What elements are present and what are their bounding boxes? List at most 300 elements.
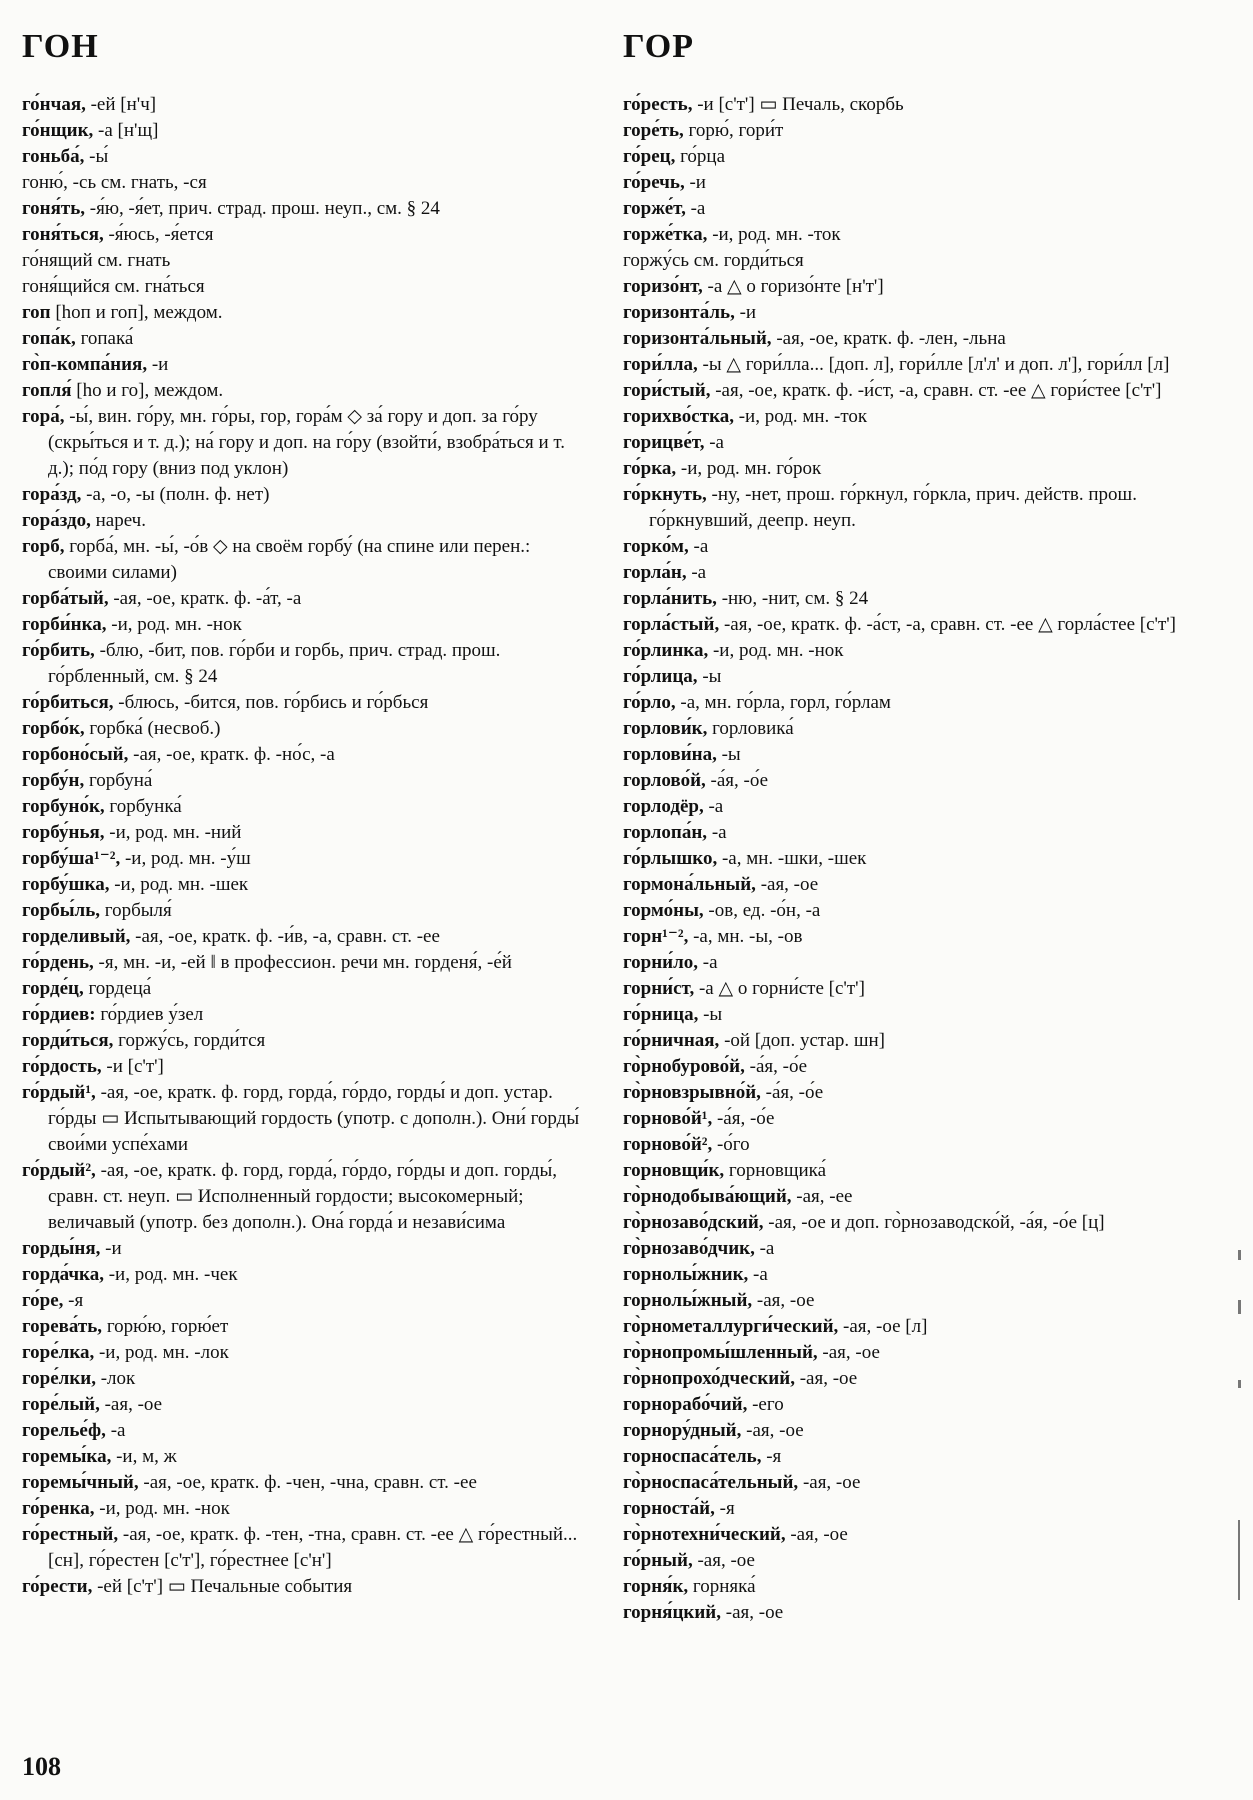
entry-forms: горю́ю, горю́ет xyxy=(102,1316,229,1337)
entry-forms: -и xyxy=(734,302,757,323)
entry-forms: го́нящий см. гнать xyxy=(22,250,171,271)
dictionary-entry xyxy=(623,534,1198,560)
entry-forms: -а xyxy=(685,198,706,219)
dictionary-entry xyxy=(22,1470,590,1496)
left-column xyxy=(22,92,590,1600)
entry-forms: -ая, -ое xyxy=(752,1290,815,1311)
entry-headword: го́нщик, xyxy=(22,120,94,141)
entry-headword: гопа́к, xyxy=(22,328,76,349)
dictionary-entry xyxy=(623,638,1198,664)
entry-headword: горнорабо́чий, xyxy=(623,1394,748,1415)
entry-forms: -и, род. мн. -нок xyxy=(708,640,844,661)
dictionary-entry xyxy=(623,456,1198,482)
entry-headword: го́рлинка, xyxy=(623,640,709,661)
dictionary-entry xyxy=(623,378,1198,404)
entry-headword: го́рница, xyxy=(623,1004,699,1025)
entry-forms: -я, мн. -и, -ей ‖ в профессион. речи мн. горденя́, -е́й xyxy=(93,952,512,973)
entry-forms: -а́я, -о́е xyxy=(712,1108,775,1129)
entry-forms: -ая, -ое xyxy=(798,1472,861,1493)
entry-forms: -и, род. мн. -ний xyxy=(104,822,242,843)
scan-edge-mark xyxy=(1238,1300,1241,1314)
entry-headword: горбы́ль, xyxy=(22,900,101,921)
entry-headword: горни́ст, xyxy=(623,978,695,999)
entry-headword: горже́т, xyxy=(623,198,686,219)
entry-headword: горизонта́ль, xyxy=(623,302,735,323)
dictionary-entry xyxy=(623,1002,1198,1028)
entry-forms: -и, род. мн. го́рок xyxy=(676,458,822,479)
dictionary-entry xyxy=(623,352,1198,378)
entry-headword: горева́ть, xyxy=(22,1316,103,1337)
dictionary-entry xyxy=(623,1132,1198,1158)
entry-headword: гоня́ться, xyxy=(22,224,104,245)
entry-headword: го́рдый², xyxy=(22,1160,96,1181)
entry-forms: горновщика́ xyxy=(724,1160,827,1181)
dictionary-entry xyxy=(623,1444,1198,1470)
entry-headword: го́рдый¹, xyxy=(22,1082,96,1103)
dictionary-entry xyxy=(623,1184,1198,1210)
entry-headword: го̀рнозаво́дский, xyxy=(623,1212,764,1233)
entry-headword: го̀рнопромы́шленный, xyxy=(623,1342,818,1363)
entry-headword: го́рбиться, xyxy=(22,692,114,713)
entry-forms: -блюсь, -бится, пов. го́рбись и го́рбься xyxy=(113,692,429,713)
dictionary-entry xyxy=(22,794,590,820)
entry-forms: -а xyxy=(707,822,727,843)
entry-headword: горемы́чный, xyxy=(22,1472,139,1493)
entry-forms: -и, род. мн. -лок xyxy=(94,1342,229,1363)
entry-headword: горда́чка, xyxy=(22,1264,104,1285)
dictionary-entry xyxy=(623,326,1198,352)
dictionary-entry xyxy=(22,1314,590,1340)
entry-forms: -а xyxy=(105,1420,126,1441)
dictionary-entry xyxy=(623,924,1198,950)
entry-headword: горни́ло, xyxy=(623,952,699,973)
entry-headword: горлодёр, xyxy=(623,796,704,817)
entry-forms: -а △ о горни́сте [с'т'] xyxy=(694,978,865,999)
dictionary-entry xyxy=(22,196,590,222)
dictionary-entry xyxy=(623,664,1198,690)
dictionary-entry xyxy=(623,976,1198,1002)
entry-headword: горня́цкий, xyxy=(623,1602,721,1623)
dictionary-entry xyxy=(22,222,590,248)
dictionary-entry xyxy=(623,1366,1198,1392)
entry-forms: -ов, ед. -о́н, -а xyxy=(703,900,821,921)
entry-forms: -а, мн. го́рла, горл, го́рлам xyxy=(675,692,891,713)
entry-forms: -и xyxy=(684,172,706,193)
dictionary-entry xyxy=(22,92,590,118)
dictionary-entry xyxy=(22,924,590,950)
entry-headword: гоп xyxy=(22,302,51,323)
entry-headword: горня́к, xyxy=(623,1576,689,1597)
dictionary-entry xyxy=(22,1366,590,1392)
entry-forms: -а, мн. -ы, -ов xyxy=(688,926,803,947)
entry-headword: го́рдиев: xyxy=(22,1004,96,1025)
entry-headword: горново́й¹, xyxy=(623,1108,713,1129)
entry-forms: -а́я, -о́е xyxy=(744,1056,808,1077)
entry-headword: гори́стый, xyxy=(623,380,711,401)
entry-headword: гора́, xyxy=(22,406,65,427)
entry-forms: -его xyxy=(747,1394,784,1415)
entry-headword: горб, xyxy=(22,536,65,557)
dictionary-entry xyxy=(22,976,590,1002)
entry-headword: горицве́т, xyxy=(623,432,705,453)
entry-forms: го́рца xyxy=(675,146,726,167)
entry-forms: горжу́сь см. горди́ться xyxy=(623,250,804,271)
entry-headword: го́рлышко, xyxy=(623,848,718,869)
entry-forms: -ая, -ое xyxy=(785,1524,848,1545)
right-column xyxy=(623,92,1198,1626)
entry-forms: -ая, -ое [л] xyxy=(838,1316,928,1337)
entry-forms: -и xyxy=(100,1238,122,1259)
dictionary-entry xyxy=(22,1158,590,1236)
entry-forms: -ая, -ое xyxy=(817,1342,880,1363)
entry-forms: -ей [н'ч] xyxy=(85,94,157,115)
dictionary-entry xyxy=(623,1106,1198,1132)
dictionary-entry xyxy=(22,820,590,846)
entry-forms: -ая, -ое xyxy=(692,1550,755,1571)
entry-headword: горе́лка, xyxy=(22,1342,95,1363)
dictionary-entry xyxy=(623,612,1198,638)
entry-forms: -я xyxy=(63,1290,84,1311)
entry-headword: го́рничная, xyxy=(623,1030,720,1051)
entry-headword: горлови́на, xyxy=(623,744,717,765)
dictionary-entry xyxy=(22,1522,590,1574)
dictionary-entry xyxy=(623,846,1198,872)
entry-forms: -и, род. мн. -у́ш xyxy=(120,848,251,869)
entry-headword: гора́зд, xyxy=(22,484,82,505)
dictionary-entry xyxy=(623,1340,1198,1366)
entry-headword: горде́ц, xyxy=(22,978,84,999)
dictionary-entry xyxy=(22,118,590,144)
dictionary-entry xyxy=(623,404,1198,430)
dictionary-entry xyxy=(22,482,590,508)
entry-headword: горе́лки, xyxy=(22,1368,96,1389)
entry-forms: -а xyxy=(688,536,709,557)
dictionary-entry xyxy=(22,1002,590,1028)
entry-headword: го́рло, xyxy=(623,692,676,713)
dictionary-entry xyxy=(623,1262,1198,1288)
entry-headword: горба́тый, xyxy=(22,588,109,609)
entry-forms: -ая, -ое, кратк. ф. -чен, -чна, сравн. ст. -ее xyxy=(138,1472,477,1493)
entry-headword: го̀рнометаллурги́ческий, xyxy=(623,1316,839,1337)
dictionary-entry xyxy=(22,1418,590,1444)
entry-headword: горды́ня, xyxy=(22,1238,101,1259)
dictionary-entry xyxy=(623,170,1198,196)
entry-forms: [hоп и гоп], междом. xyxy=(50,302,223,323)
dictionary-entry xyxy=(22,950,590,976)
dictionary-entry xyxy=(623,300,1198,326)
entry-forms: горбыля́ xyxy=(100,900,172,921)
dictionary-entry xyxy=(623,274,1198,300)
entry-forms: -ы △ гори́лла... [доп. л], гори́лле [л'л' и доп. л'], гори́лл [л] xyxy=(697,354,1170,375)
dictionary-entry xyxy=(623,1548,1198,1574)
dictionary-entry xyxy=(623,1210,1198,1236)
dictionary-entry xyxy=(623,950,1198,976)
entry-forms: горбка́ (несвоб.) xyxy=(84,718,221,739)
dictionary-entry xyxy=(623,118,1198,144)
entry-forms: -ы́ xyxy=(84,146,109,167)
dictionary-entry xyxy=(22,326,590,352)
dictionary-entry xyxy=(623,1392,1198,1418)
entry-headword: го̀рноспаса́тельный, xyxy=(623,1472,799,1493)
entry-headword: горже́тка, xyxy=(623,224,708,245)
entry-headword: горнолы́жник, xyxy=(623,1264,749,1285)
entry-headword: го̀рновзрывно́й, xyxy=(623,1082,761,1103)
dictionary-entry xyxy=(623,1470,1198,1496)
entry-headword: го́нчая, xyxy=(22,94,86,115)
dictionary-entry xyxy=(623,768,1198,794)
dictionary-entry xyxy=(22,404,590,482)
entry-forms: -я́юсь, -я́ется xyxy=(103,224,214,245)
dictionary-entry xyxy=(22,1236,590,1262)
dictionary-entry xyxy=(623,1288,1198,1314)
entry-forms: -а xyxy=(704,432,724,453)
entry-forms: -и, род. мн. -нок xyxy=(106,614,242,635)
entry-forms: -ая, -ое, кратк. ф. -и́в, -а, сравн. ст. -ее xyxy=(130,926,440,947)
entry-headword: горбу́нья, xyxy=(22,822,105,843)
entry-forms: -ая, -ое xyxy=(721,1602,784,1623)
entry-headword: горе́лый, xyxy=(22,1394,100,1415)
entry-forms: гордеца́ xyxy=(83,978,152,999)
entry-headword: горемы́ка, xyxy=(22,1446,112,1467)
entry-headword: горбу́н, xyxy=(22,770,85,791)
entry-headword: горбоно́сый, xyxy=(22,744,129,765)
dictionary-entry xyxy=(623,92,1198,118)
dictionary-entry xyxy=(22,1288,590,1314)
entry-forms: -ы́, вин. го́ру, мн. го́ры, гор, гора́м ◇ за́ гору и доп. за го́ру (скры́ться и т. д.); на́ гору и доп. на го́ру (взойти́, взобра́ться и т. д.); по́д гору (вниз под уклон) xyxy=(48,406,566,479)
dictionary-entry xyxy=(623,1054,1198,1080)
entry-headword: го́рка, xyxy=(623,458,677,479)
entry-headword: го̀рнобурово́й, xyxy=(623,1056,745,1077)
entry-forms: -ая, -ое, кратк. ф. -а́ст, -а, сравн. ст. -ее △ горла́стее [с'т'] xyxy=(719,614,1176,635)
entry-forms: -ая, -ое, кратк. ф. -тен, -тна, сравн. ст. -ее △ го́рестный... [сн], го́рестен [с'т'], го́рестнее [с'н'] xyxy=(48,1524,578,1571)
entry-headword: го̀рнодобыва́ющий, xyxy=(623,1186,792,1207)
entry-headword: го̀рнопрохо́дческий, xyxy=(623,1368,795,1389)
dictionary-entry xyxy=(623,1080,1198,1106)
entry-forms: -ая, -ое xyxy=(99,1394,163,1415)
dictionary-entry xyxy=(22,716,590,742)
dictionary-entry xyxy=(22,768,590,794)
entry-headword: горлово́й, xyxy=(623,770,706,791)
entry-headword: горново́й², xyxy=(623,1134,713,1155)
dictionary-entry xyxy=(22,1444,590,1470)
entry-headword: горизонта́льный, xyxy=(623,328,772,349)
entry-forms: -и [с'т'] ▭ Печаль, скорбь xyxy=(692,94,904,115)
entry-forms: -и, род. мн. -ток xyxy=(733,406,868,427)
entry-headword: горби́нка, xyxy=(22,614,107,635)
entry-headword: горе́ть, xyxy=(623,120,684,141)
entry-headword: горла́нить, xyxy=(623,588,717,609)
entry-forms: -ая, -ое xyxy=(755,874,819,895)
entry-forms: гопака́ xyxy=(75,328,134,349)
scan-edge-mark xyxy=(1238,1250,1241,1260)
entry-headword: горбуно́к, xyxy=(22,796,105,817)
entry-headword: го́рный, xyxy=(623,1550,693,1571)
entry-headword: гоньба́, xyxy=(22,146,85,167)
entry-headword: горла́стый, xyxy=(623,614,720,635)
entry-forms: -а xyxy=(703,796,724,817)
entry-forms: гоня́щийся см. гна́ться xyxy=(22,276,205,297)
dictionary-entry xyxy=(22,872,590,898)
running-head-left: ГОН xyxy=(22,28,99,65)
page-number: 108 xyxy=(22,1752,61,1781)
entry-headword: горделивый, xyxy=(22,926,131,947)
entry-forms: -ы xyxy=(697,666,722,687)
dictionary-entry xyxy=(22,1262,590,1288)
dictionary-entry xyxy=(623,1496,1198,1522)
entry-forms: -а [н'щ] xyxy=(93,120,159,141)
entry-forms: -а △ о горизо́нте [н'т'] xyxy=(702,276,884,297)
entry-headword: го́рец, xyxy=(623,146,676,167)
entry-forms: -ая, -ое, кратк. ф. -но́с, -а xyxy=(128,744,335,765)
entry-headword: горноста́й, xyxy=(623,1498,715,1519)
entry-forms: -я xyxy=(761,1446,782,1467)
dictionary-entry xyxy=(623,1522,1198,1548)
entry-headword: гоня́ть, xyxy=(22,198,86,219)
entry-forms: -ая, -ое, кратк. ф. -и́ст, -а, сравн. ст. -ее △ гори́стее [с'т'] xyxy=(710,380,1162,401)
dictionary-entry xyxy=(22,248,590,274)
entry-forms: -ну, -нет, прош. го́ркнул, го́ркла, прич. действ. прош. го́ркнувший, деепр. неуп. xyxy=(649,484,1137,531)
dictionary-entry xyxy=(22,846,590,872)
entry-forms: го́рдиев у́зел xyxy=(95,1004,204,1025)
dictionary-entry xyxy=(22,1028,590,1054)
entry-headword: го́ре, xyxy=(22,1290,64,1311)
dictionary-entry xyxy=(22,898,590,924)
entry-headword: горко́м, xyxy=(623,536,689,557)
dictionary-entry xyxy=(623,872,1198,898)
dictionary-entry xyxy=(22,1054,590,1080)
entry-forms: -ая, -ое, кратк. ф. горд, горда́, го́рдо, горды́ и доп. устар. го́рды ▭ Испытывающий гордость (употр. с дополн.). Они́ горды́ свои́ми успе́хами xyxy=(48,1082,580,1155)
entry-forms: горжу́сь, горди́тся xyxy=(113,1030,266,1051)
entry-forms: горба́, мн. -ы́, -о́в ◇ на своём горбу́ (на спине или перен.: своими силами) xyxy=(48,536,531,583)
entry-forms: -и, род. мн. -нок xyxy=(94,1498,230,1519)
entry-forms: -ая, -ое xyxy=(741,1420,804,1441)
dictionary-entry xyxy=(22,1392,590,1418)
dictionary-entry xyxy=(22,1340,590,1366)
dictionary-entry xyxy=(22,534,590,586)
entry-forms: -и, род. мн. -чек xyxy=(103,1264,238,1285)
dictionary-entry xyxy=(22,1574,590,1600)
entry-headword: го́рести, xyxy=(22,1576,93,1597)
entry-forms: -ая, -ее xyxy=(791,1186,853,1207)
entry-forms: горловика́ xyxy=(707,718,794,739)
entry-forms: -а xyxy=(686,562,707,583)
dictionary-entry xyxy=(22,274,590,300)
entry-forms: -и, м, ж xyxy=(111,1446,177,1467)
dictionary-entry xyxy=(623,586,1198,612)
entry-headword: горелье́ф, xyxy=(22,1420,106,1441)
dictionary-entry xyxy=(22,170,590,196)
entry-forms: -и [с'т'] xyxy=(101,1056,164,1077)
entry-headword: горбу́ша¹⁻², xyxy=(22,848,121,869)
entry-forms: [hо и го], междом. xyxy=(71,380,224,401)
entry-forms: нареч. xyxy=(90,510,146,531)
entry-forms: горбунка́ xyxy=(104,796,182,817)
entry-headword: гори́лла, xyxy=(623,354,698,375)
entry-forms: -я xyxy=(714,1498,735,1519)
dictionary-entry xyxy=(22,612,590,638)
entry-headword: гора́здо, xyxy=(22,510,91,531)
running-head-right: ГОР xyxy=(623,28,694,65)
dictionary-entry xyxy=(623,690,1198,716)
entry-forms: -и, род. мн. -ток xyxy=(707,224,841,245)
entry-headword: горнолы́жный, xyxy=(623,1290,753,1311)
entry-headword: гопля́ xyxy=(22,380,72,401)
entry-forms: -ая, -ое, кратк. ф. -а́т, -а xyxy=(108,588,302,609)
entry-headword: горизо́нт, xyxy=(623,276,703,297)
dictionary-entry xyxy=(623,196,1198,222)
entry-headword: го́рестный, xyxy=(22,1524,119,1545)
dictionary-entry xyxy=(623,820,1198,846)
dictionary-entry xyxy=(22,742,590,768)
dictionary-entry xyxy=(623,560,1198,586)
dictionary-entry xyxy=(22,300,590,326)
dictionary-entry xyxy=(623,430,1198,456)
dictionary-entry xyxy=(623,144,1198,170)
dictionary-entry xyxy=(22,586,590,612)
entry-headword: гормона́льный, xyxy=(623,874,756,895)
entry-forms: -а xyxy=(748,1264,768,1285)
entry-forms: -а xyxy=(698,952,718,973)
entry-forms: -я́ю, -я́ет, прич. страд. прош. неуп., см. § 24 xyxy=(85,198,440,219)
dictionary-entry xyxy=(22,144,590,170)
entry-headword: го́рлица, xyxy=(623,666,698,687)
entry-forms: -ы xyxy=(716,744,741,765)
dictionary-entry xyxy=(22,352,590,378)
entry-headword: горбо́к, xyxy=(22,718,85,739)
entry-forms: -а, -о, -ы (полн. ф. нет) xyxy=(81,484,270,505)
entry-forms: -ая, -ое, кратк. ф. горд, горда́, го́рдо, го́рды и доп. горды́, сравн. ст. неуп. ▭ Исполненный гордости; высокомерный; величавый (употр. без дополн.). Она́ горда́ и незави́сима xyxy=(48,1160,557,1233)
entry-headword: горлопа́н, xyxy=(623,822,708,843)
entry-headword: го̀рнотехни́ческий, xyxy=(623,1524,786,1545)
entry-forms: -блю, -бит, пов. го́рби и горбь, прич. страд. прош. го́рбленный, см. § 24 xyxy=(48,640,501,687)
dictionary-entry xyxy=(22,1080,590,1158)
entry-forms: горняка́ xyxy=(688,1576,756,1597)
entry-forms: -ню, -нит, см. § 24 xyxy=(716,588,869,609)
dictionary-entry xyxy=(623,794,1198,820)
entry-headword: горновщи́к, xyxy=(623,1160,725,1181)
dictionary-entry xyxy=(623,222,1198,248)
dictionary-entry xyxy=(22,508,590,534)
entry-headword: го́рбить, xyxy=(22,640,95,661)
dictionary-entry xyxy=(623,482,1198,534)
entry-forms: -а́я, -о́е xyxy=(705,770,769,791)
entry-headword: го́рдость, xyxy=(22,1056,102,1077)
entry-forms: -а́я, -о́е xyxy=(760,1082,824,1103)
dictionary-entry xyxy=(623,1574,1198,1600)
entry-forms: -ей [с'т'] ▭ Печальные события xyxy=(92,1576,353,1597)
entry-headword: горихво́стка, xyxy=(623,406,734,427)
entry-forms: -ы xyxy=(698,1004,723,1025)
entry-forms: -ая, -ое, кратк. ф. -лен, -льна xyxy=(771,328,1006,349)
entry-headword: го́ренка, xyxy=(22,1498,95,1519)
scan-edge-mark xyxy=(1238,1380,1241,1388)
entry-forms: -о́го xyxy=(712,1134,750,1155)
dictionary-entry xyxy=(623,1236,1198,1262)
entry-headword: го́ресть, xyxy=(623,94,693,115)
scan-edge-mark xyxy=(1238,1520,1240,1600)
entry-forms: -ой [доп. устар. шн] xyxy=(719,1030,885,1051)
dictionary-entry xyxy=(623,248,1198,274)
entry-forms: гоню́, -сь см. гнать, -ся xyxy=(22,172,207,193)
entry-headword: го́ркнуть, xyxy=(623,484,707,505)
dictionary-entry xyxy=(623,716,1198,742)
entry-headword: горн¹⁻², xyxy=(623,926,689,947)
dictionary-entry xyxy=(22,1496,590,1522)
dictionary-entry xyxy=(623,1418,1198,1444)
entry-forms: горбуна́ xyxy=(84,770,153,791)
entry-headword: гормо́ны, xyxy=(623,900,704,921)
dictionary-entry xyxy=(22,638,590,690)
